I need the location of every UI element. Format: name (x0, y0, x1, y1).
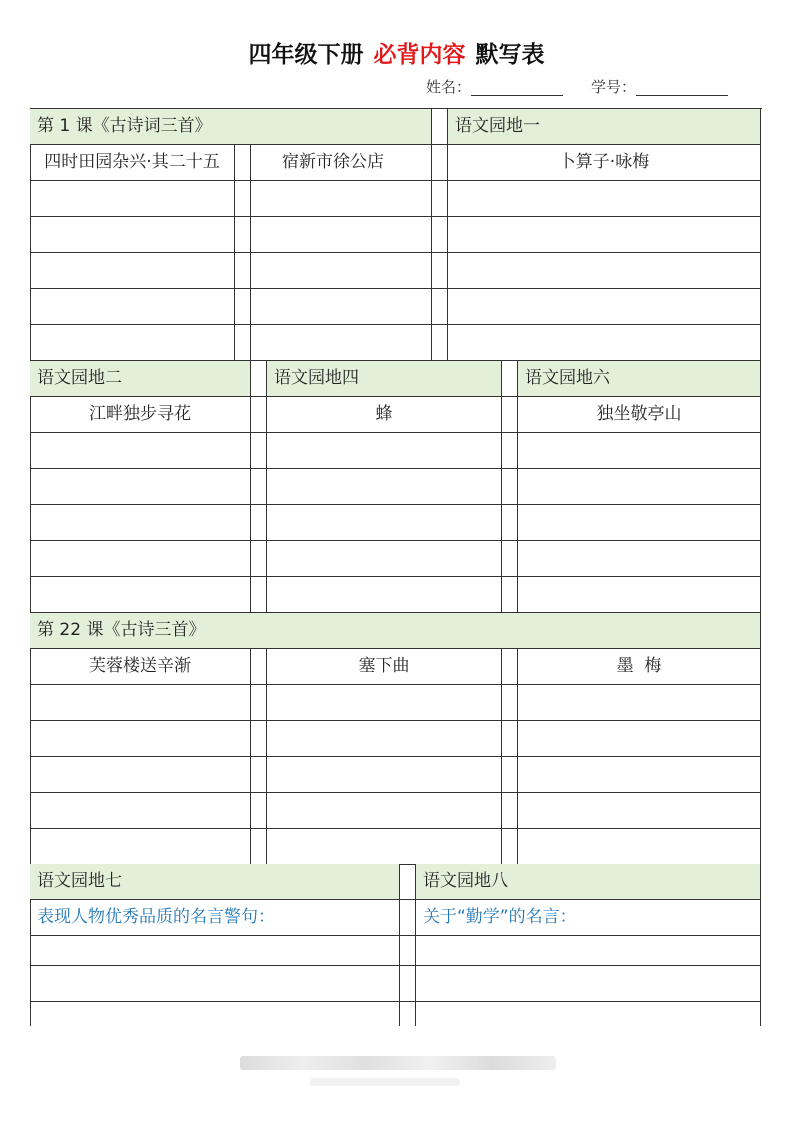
answer-cell[interactable] (30, 685, 251, 721)
answer-cell[interactable] (518, 793, 761, 829)
answer-cell[interactable] (251, 289, 432, 325)
title-part3: 默写表 (475, 42, 545, 68)
poem-title-saixia: 塞下曲 (267, 649, 502, 685)
blurred-footer (240, 1056, 556, 1070)
answer-cell[interactable] (267, 757, 502, 793)
poem-title-bosuanzi: 卜算子·咏梅 (448, 145, 761, 181)
answer-cell[interactable] (416, 966, 761, 1002)
section-header-garden6: 语文园地六 (518, 361, 761, 397)
id-field[interactable] (636, 81, 728, 96)
answer-cell[interactable] (30, 793, 251, 829)
poem-title-momei: 墨 梅 (518, 649, 761, 685)
title-part2: 必背内容 (373, 42, 466, 68)
section-header-garden1-gap (432, 109, 448, 145)
answer-cell[interactable] (30, 577, 251, 613)
section-header-garden1: 语文园地一 (448, 109, 761, 145)
poem-title-sishi: 四时田园杂兴·其二十五 (30, 145, 235, 181)
answer-cell[interactable] (518, 721, 761, 757)
answer-cell[interactable] (30, 721, 251, 757)
answer-cell[interactable] (267, 829, 502, 865)
section-header-garden2: 语文园地二 (30, 361, 251, 397)
answer-cell[interactable] (267, 505, 502, 541)
answer-cell[interactable] (267, 541, 502, 577)
answer-cell[interactable] (518, 433, 761, 469)
answer-cell[interactable] (30, 289, 235, 325)
answer-cell[interactable] (518, 577, 761, 613)
answer-cell[interactable] (267, 433, 502, 469)
poem-title-suxinshi: 宿新市徐公店 (235, 145, 432, 181)
page-title (0, 36, 793, 69)
id-label: 学号： (591, 78, 637, 96)
answer-cell[interactable] (448, 325, 761, 361)
answer-cell[interactable] (251, 217, 432, 253)
name-label: 姓名： (426, 78, 472, 96)
answer-cell[interactable] (30, 253, 235, 289)
answer-cell[interactable] (30, 469, 251, 505)
poem-title-jiangpan: 江畔独步寻花 (30, 397, 251, 433)
answer-cell[interactable] (448, 289, 761, 325)
student-info (426, 76, 728, 97)
answer-cell[interactable] (267, 577, 502, 613)
prompt-virtue-quotes: 表现人物优秀品质的名言警句： (30, 900, 400, 936)
answer-cell[interactable] (267, 793, 502, 829)
answer-cell[interactable] (416, 936, 761, 966)
section-header-lesson1: 第 1 课《古诗词三首》 (30, 109, 432, 145)
answer-cell[interactable] (251, 181, 432, 217)
answer-cell[interactable] (518, 685, 761, 721)
section-header-lesson22: 第 22 课《古诗三首》 (30, 613, 761, 649)
blurred-footer-line (310, 1078, 460, 1086)
answer-cell[interactable] (416, 1002, 761, 1026)
answer-cell[interactable] (30, 181, 235, 217)
answer-cell[interactable] (518, 757, 761, 793)
answer-cell[interactable] (518, 469, 761, 505)
answer-cell[interactable] (30, 966, 400, 1002)
poem-title-duzuo: 独坐敬亭山 (518, 397, 761, 433)
answer-cell[interactable] (251, 253, 432, 289)
answer-cell[interactable] (267, 721, 502, 757)
answer-cell[interactable] (251, 325, 432, 361)
section-header-garden4: 语文园地四 (267, 361, 502, 397)
answer-cell[interactable] (518, 541, 761, 577)
section-header-garden7: 语文园地七 (30, 864, 400, 900)
answer-cell[interactable] (30, 505, 251, 541)
answer-cell[interactable] (30, 433, 251, 469)
title-part1: 四年级下册 (248, 42, 364, 68)
answer-cell[interactable] (30, 936, 400, 966)
answer-cell[interactable] (448, 253, 761, 289)
answer-cell[interactable] (30, 541, 251, 577)
poem-title-furong: 芙蓉楼送辛渐 (30, 649, 251, 685)
prompt-study-quotes: 关于“勤学”的名言： (416, 900, 761, 936)
answer-cell[interactable] (30, 325, 235, 361)
answer-cell[interactable] (448, 181, 761, 217)
answer-cell[interactable] (30, 829, 251, 865)
answer-cell[interactable] (448, 217, 761, 253)
answer-cell[interactable] (518, 829, 761, 865)
section-header-garden8: 语文园地八 (416, 864, 761, 900)
answer-cell[interactable] (30, 1002, 400, 1026)
answer-cell[interactable] (267, 469, 502, 505)
answer-cell[interactable] (30, 217, 235, 253)
answer-cell[interactable] (30, 757, 251, 793)
answer-cell[interactable] (267, 685, 502, 721)
name-field[interactable] (471, 81, 563, 96)
poem-title-feng: 蜂 (267, 397, 502, 433)
answer-cell[interactable] (518, 505, 761, 541)
